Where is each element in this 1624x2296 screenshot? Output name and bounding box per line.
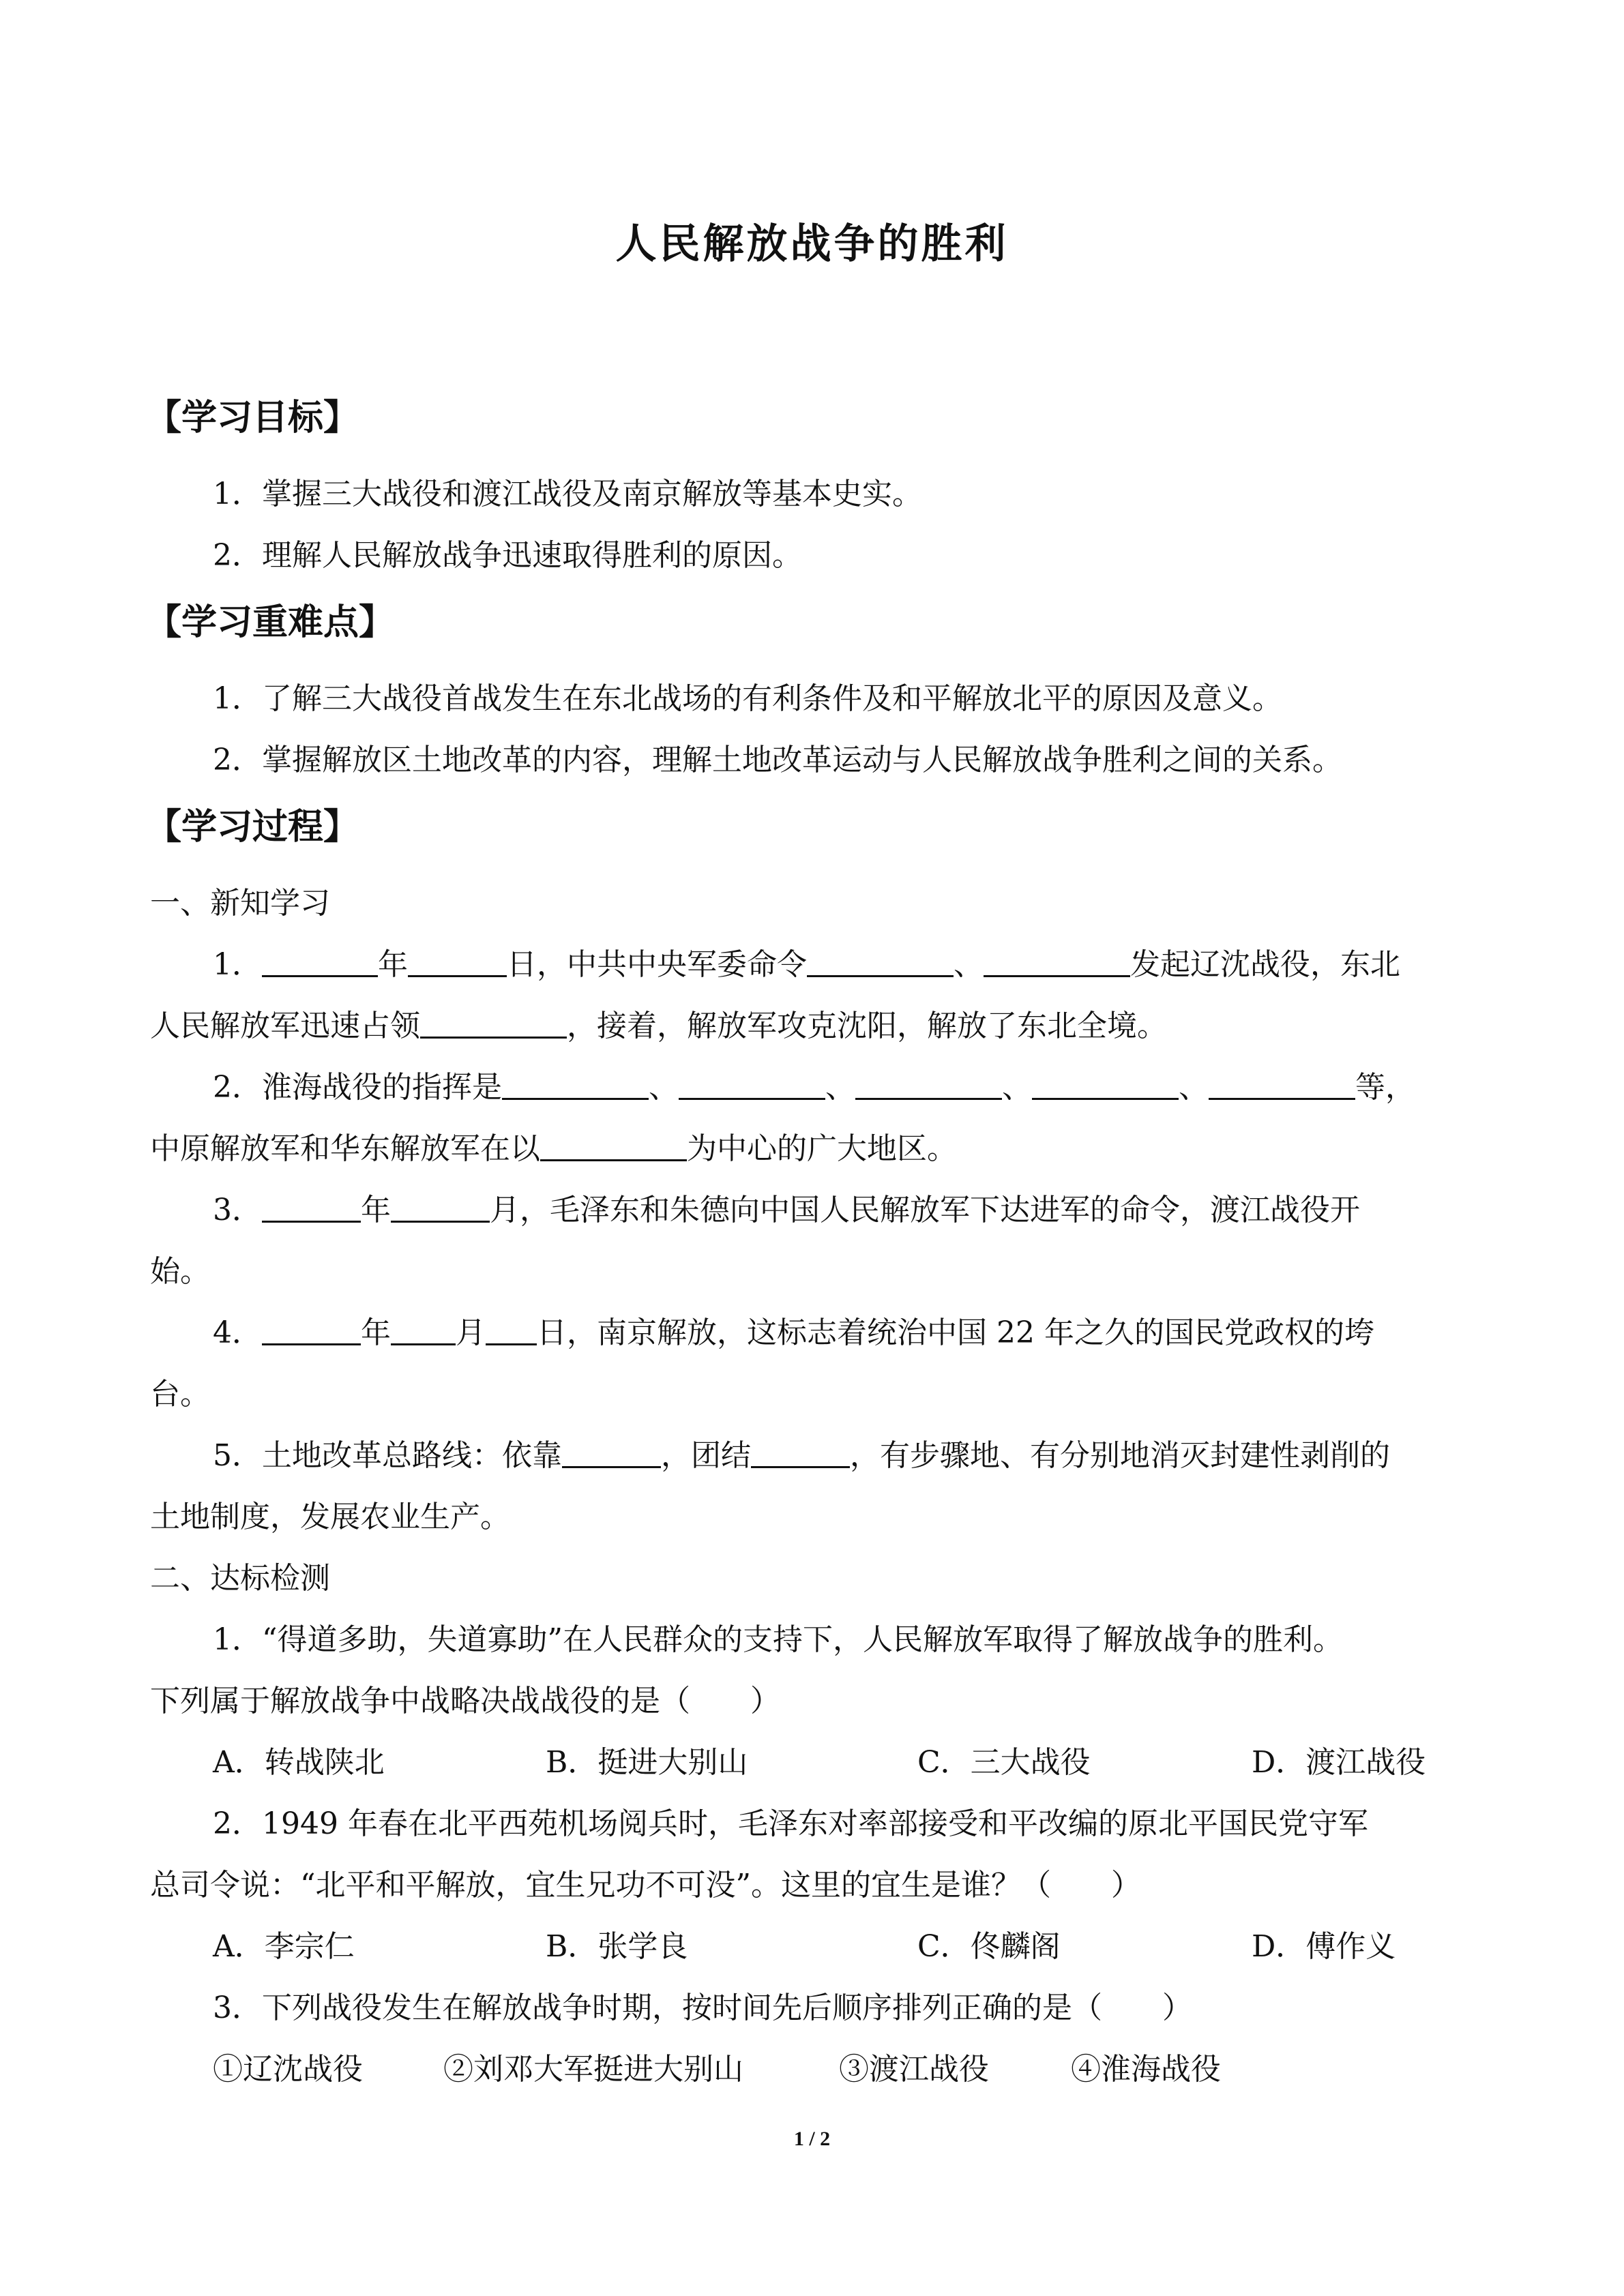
- goal-item-1: 1．掌握三大战役和渡江战役及南京解放等基本史实。: [213, 477, 922, 511]
- test-q1-option-a[interactable]: A．转战陕北: [213, 1745, 385, 1780]
- section-heading-process: 【学习过程】: [146, 806, 359, 848]
- new-knowledge-heading: 一、新知学习: [150, 886, 330, 921]
- goal-item-2: 2．理解人民解放战争迅速取得胜利的原因。: [213, 538, 802, 573]
- fill-question-4-line-2: 台。: [150, 1377, 210, 1412]
- test-q2-option-a[interactable]: A．李宗仁: [213, 1929, 355, 1964]
- test-q3-item-1: ①辽沈战役: [213, 2052, 363, 2087]
- answer-blank[interactable]: [262, 945, 378, 977]
- test-question-2-line-1: 2．1949 年春在北平西苑机场阅兵时，毛泽东对率部接受和平改编的原北平国民党守军: [213, 1806, 1368, 1841]
- test-question-3-line-1: 3．下列战役发生在解放战争时期，按时间先后顺序排列正确的是（ ）: [213, 1991, 1192, 2025]
- test-heading: 二、达标检测: [150, 1561, 330, 1596]
- answer-blank[interactable]: [855, 1068, 1002, 1100]
- key-point-item-1: 1．了解三大战役首战发生在东北战场的有利条件及和平解放北平的原因及意义。: [213, 681, 1282, 716]
- answer-blank[interactable]: [391, 1191, 490, 1223]
- section-heading-key-points: 【学习重难点】: [146, 601, 395, 643]
- fill-question-3-line-2: 始。: [150, 1254, 210, 1289]
- fill-question-5-line-1: 5．土地改革总路线：依靠 ，团结 ，有步骤地、有分别地消灭封建性剥削的: [213, 1435, 1390, 1476]
- test-q1-option-d[interactable]: D．渡江战役: [1252, 1745, 1426, 1780]
- answer-blank[interactable]: [391, 1313, 456, 1345]
- answer-blank[interactable]: [540, 1129, 687, 1161]
- test-q3-item-2: ②刘邓大军挺进大别山: [443, 2052, 743, 2087]
- fill-question-4-line-1: 4． 年 月 日，南京解放，这标志着统治中国 22 年之久的国民党政权的垮: [213, 1313, 1374, 1354]
- test-q2-option-d[interactable]: D．傅作义: [1252, 1929, 1396, 1964]
- answer-blank[interactable]: [1032, 1068, 1179, 1100]
- test-q2-option-c[interactable]: C．佟麟阁: [917, 1929, 1061, 1964]
- answer-blank[interactable]: [751, 1436, 850, 1468]
- test-q2-option-b[interactable]: B．张学良: [546, 1929, 688, 1964]
- test-question-1-line-1: 1．“得道多助，失道寡助”在人民群众的支持下，人民解放军取得了解放战争的胜利。: [213, 1622, 1343, 1657]
- answer-blank[interactable]: [420, 1007, 567, 1039]
- answer-blank[interactable]: [679, 1068, 825, 1100]
- fill-question-5-line-2: 土地制度，发展农业生产。: [150, 1500, 510, 1534]
- answer-blank[interactable]: [486, 1313, 537, 1345]
- answer-blank[interactable]: [807, 945, 954, 977]
- test-question-2-line-2: 总司令说：“北平和平解放，宜生兄功不可没”。这里的宜生是谁？（ ）: [150, 1868, 1141, 1903]
- test-q3-item-4: ④淮海战役: [1071, 2052, 1221, 2087]
- answer-blank[interactable]: [984, 945, 1130, 977]
- fill-question-1-line-2: 人民解放军迅速占领 ，接着，解放军攻克沈阳，解放了东北全境。: [150, 1006, 1167, 1047]
- key-point-item-2: 2．掌握解放区土地改革的内容，理解土地改革运动与人民解放战争胜利之间的关系。: [213, 743, 1342, 777]
- test-q3-item-3: ③渡江战役: [839, 2052, 989, 2087]
- answer-blank[interactable]: [562, 1436, 661, 1468]
- page-title: 人民解放战争的胜利: [615, 220, 1009, 268]
- section-heading-goals: 【学习目标】: [146, 397, 359, 438]
- test-q1-option-b[interactable]: B．挺进大别山: [546, 1745, 748, 1780]
- answer-blank[interactable]: [502, 1068, 649, 1100]
- test-question-1-line-2: 下列属于解放战争中战略决战战役的是（ ）: [150, 1684, 780, 1718]
- fill-question-1-line-1: 1． 年 日，中共中央军委命令 、 发起辽沈战役，东北: [213, 944, 1400, 985]
- answer-blank[interactable]: [262, 1313, 361, 1345]
- fill-question-2-line-2: 中原解放军和华东解放军在以 为中心的广大地区。: [150, 1129, 957, 1169]
- test-q1-option-c[interactable]: C．三大战役: [917, 1745, 1091, 1780]
- answer-blank[interactable]: [262, 1191, 361, 1223]
- fill-question-2-line-1: 2．淮海战役的指挥是 、 、 、 、 等，: [213, 1067, 1415, 1108]
- answer-blank[interactable]: [408, 945, 507, 977]
- fill-question-3-line-1: 3． 年 月，毛泽东和朱德向中国人民解放军下达进军的命令，渡江战役开: [213, 1190, 1360, 1231]
- page-number: 1 / 2: [793, 2128, 831, 2150]
- answer-blank[interactable]: [1209, 1068, 1355, 1100]
